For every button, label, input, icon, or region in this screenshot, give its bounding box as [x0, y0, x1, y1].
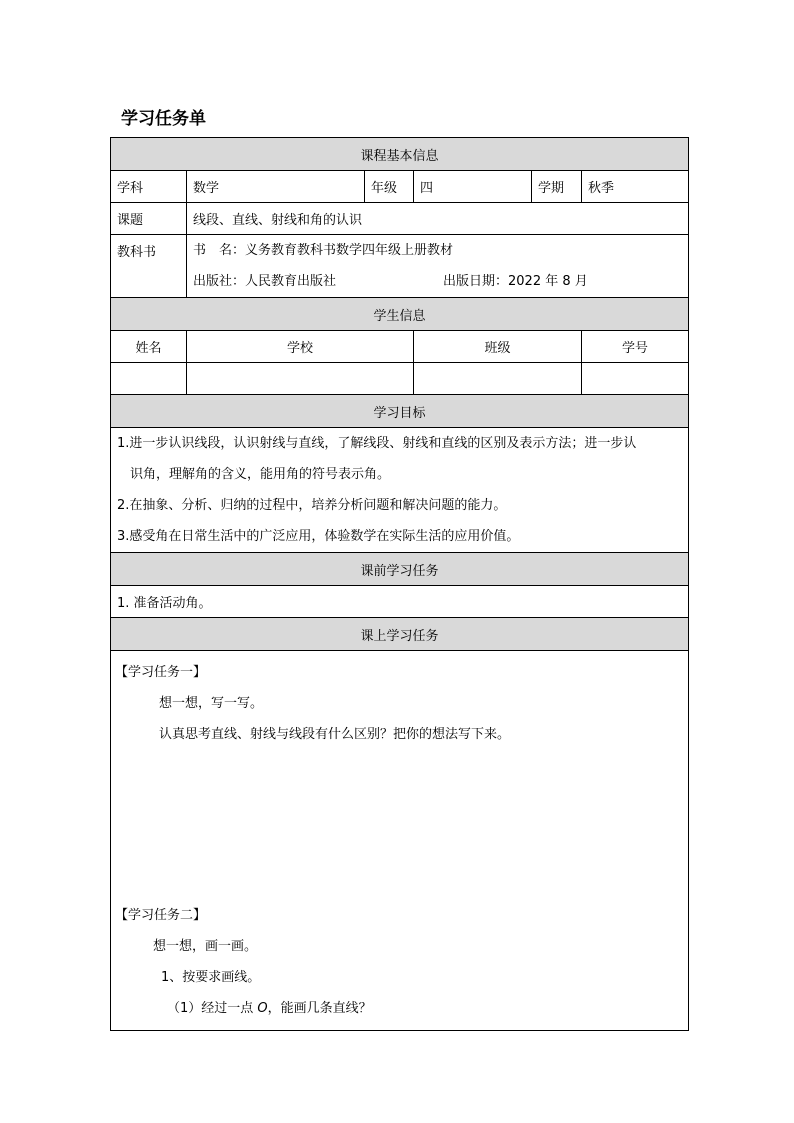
- task2-instruction: 1、按要求画线。: [161, 970, 261, 985]
- course-info-header: 课程基本信息: [111, 138, 689, 171]
- student-id-field[interactable]: [582, 363, 689, 395]
- inclass-content: [111, 651, 689, 1031]
- task2-prompt: 想一想，画一画。: [153, 939, 258, 954]
- student-info-header: 学生信息: [111, 298, 689, 331]
- inclass-header: 课上学习任务: [111, 618, 689, 651]
- student-id-header: 学号: [582, 331, 689, 363]
- term-label: 学期: [532, 171, 582, 203]
- student-info-header-row: [111, 298, 689, 331]
- task1-question: 认真思考直线、射线与线段有什么区别？把你的想法写下来。: [159, 727, 511, 742]
- student-school-header: 学校: [187, 331, 414, 363]
- point-o: O: [257, 1001, 268, 1016]
- task1-prompt: 想一想，写一写。: [159, 696, 264, 711]
- task2-title: 【学习任务二】: [115, 908, 207, 923]
- subject-row: [111, 171, 689, 203]
- student-school-field[interactable]: [187, 363, 414, 395]
- goals-row: [111, 428, 689, 553]
- publish-date: 出版日期：2022 年 8 月: [443, 274, 588, 289]
- task1-title: 【学习任务一】: [115, 665, 207, 680]
- student-class-header: 班级: [414, 331, 582, 363]
- topic-label: 课题: [111, 203, 187, 235]
- grade-label: 年级: [365, 171, 414, 203]
- task2-question-prefix: （1）经过一点: [167, 1001, 254, 1016]
- textbook-row: [111, 235, 689, 298]
- publisher-line: [193, 266, 682, 297]
- goals-header: 学习目标: [111, 395, 689, 428]
- task2-question: [115, 993, 684, 1024]
- course-info-header-row: [111, 138, 689, 171]
- goals-header-row: [111, 395, 689, 428]
- textbook-label: 教科书: [111, 235, 187, 298]
- publisher: 出版社：人民教育出版社: [193, 274, 337, 289]
- task2-question-suffix: ，能画几条直线？: [267, 1001, 372, 1016]
- book-name: 书 名：义务教育教科书数学四年级上册教材: [193, 243, 454, 258]
- topic-value: 线段、直线、射线和角的认识: [187, 203, 689, 235]
- subject-label: 学科: [111, 171, 187, 203]
- preclass-header: 课前学习任务: [111, 553, 689, 586]
- term-value: 秋季: [582, 171, 689, 203]
- grade-value: 四: [414, 171, 532, 203]
- goal-item: 3.感受角在日常生活中的广泛应用，体验数学在实际生活的应用价值。: [117, 529, 520, 544]
- inclass-row: [111, 651, 689, 1031]
- subject-value: 数学: [187, 171, 365, 203]
- task-sheet-table: [110, 137, 689, 1031]
- topic-row: [111, 203, 689, 235]
- student-columns-row: [111, 331, 689, 363]
- preclass-header-row: [111, 553, 689, 586]
- page-title: 学习任务单: [121, 109, 206, 129]
- student-name-header: 姓名: [111, 331, 187, 363]
- goal-item: 1.进一步认识线段，认识射线与直线，了解线段、射线和直线的区别及表示方法；进一步认: [117, 436, 637, 451]
- goal-item: 2.在抽象、分析、归纳的过程中，培养分析问题和解决问题的能力。: [117, 498, 507, 513]
- inclass-header-row: [111, 618, 689, 651]
- task1-answer-area[interactable]: [115, 750, 684, 900]
- student-name-field[interactable]: [111, 363, 187, 395]
- goals-content: [111, 428, 689, 553]
- preclass-item: 1. 准备活动角。: [111, 586, 689, 618]
- student-class-field[interactable]: [414, 363, 582, 395]
- student-input-row: [111, 363, 689, 395]
- goal-item: 识角，理解角的含义，能用角的符号表示角。: [130, 467, 391, 482]
- textbook-info: [187, 235, 689, 298]
- preclass-row: [111, 586, 689, 618]
